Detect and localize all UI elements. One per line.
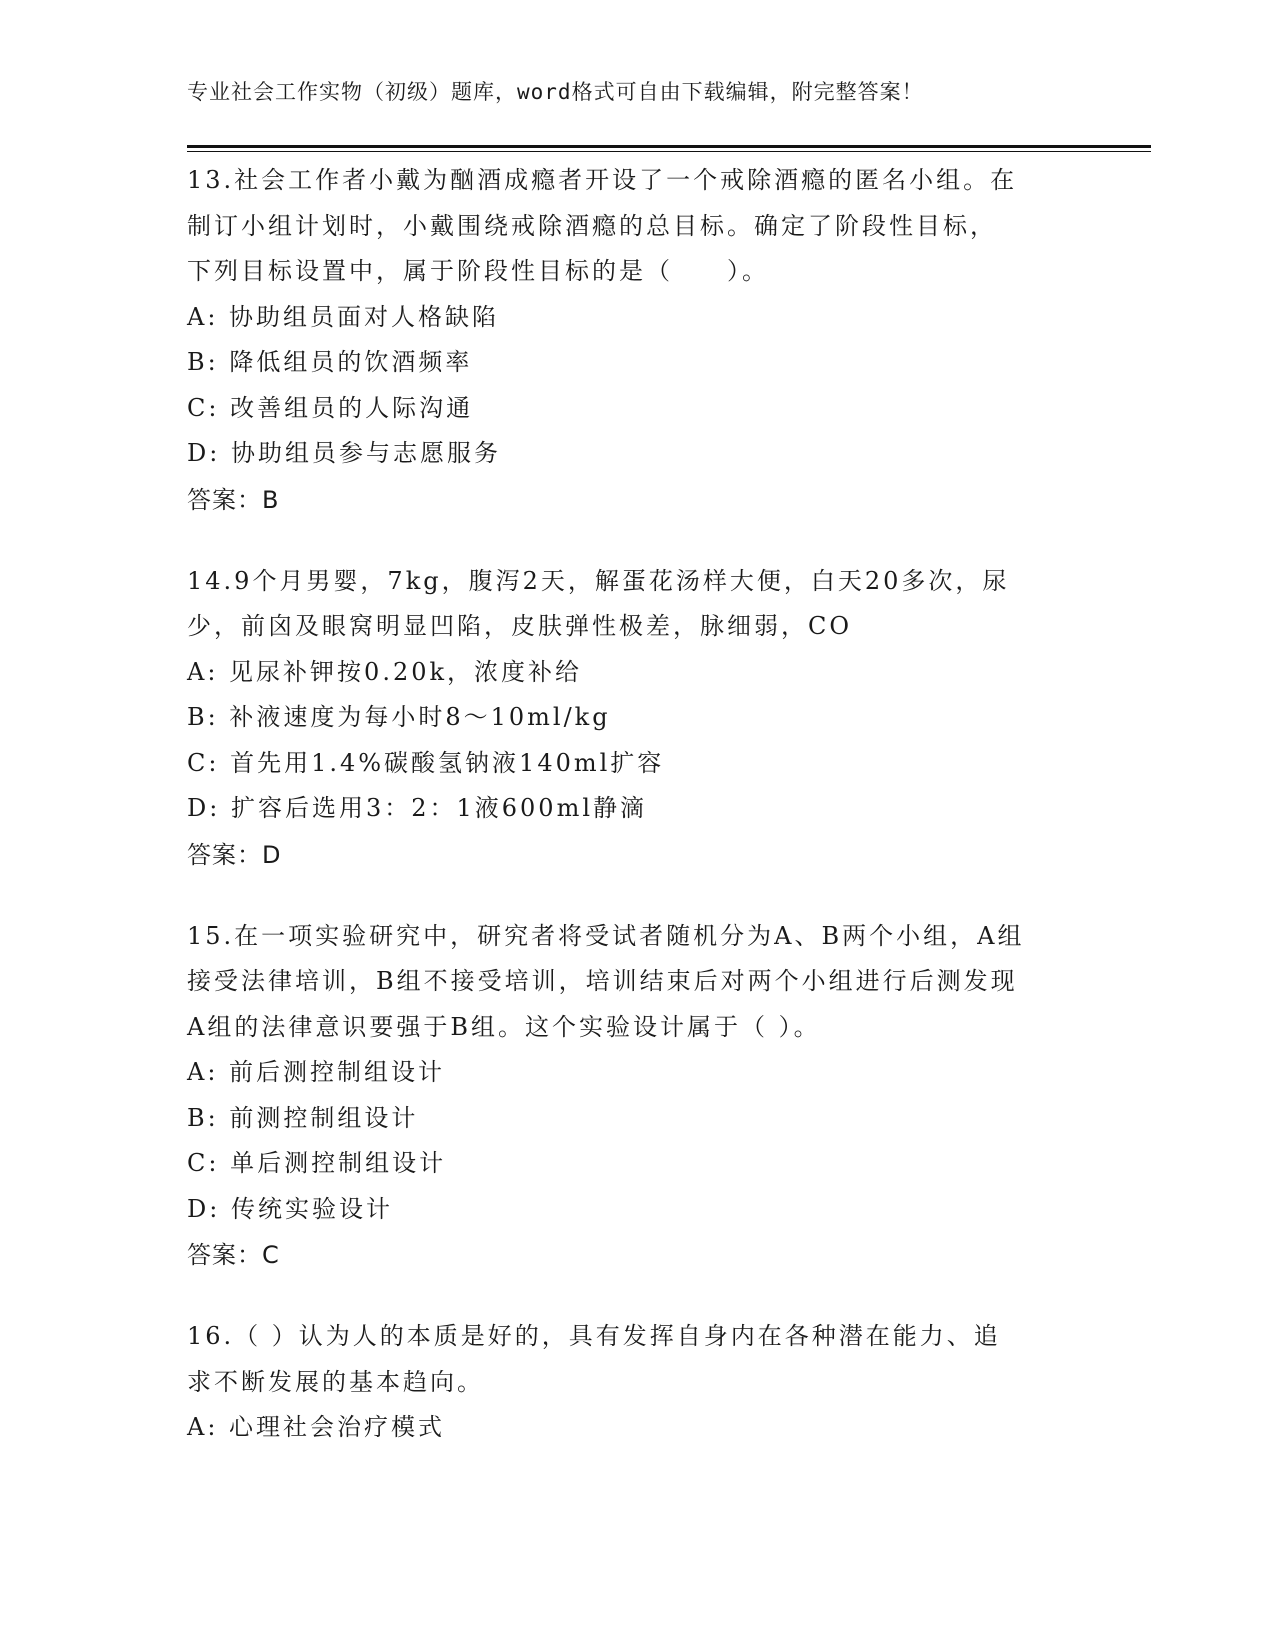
question-stem-line: A组的法律意识要强于B组。这个实验设计属于（ ）。: [187, 1012, 821, 1041]
header-rule-thin: [187, 151, 1151, 152]
answer: 答案：C: [187, 1241, 280, 1269]
question-list: [187, 158, 1087, 1487]
question-stem-line: 13.社会工作者小戴为酗酒成瘾者开设了一个戒除酒瘾的匿名小组。在: [187, 166, 1018, 194]
option-b: B: 前测控制组设计: [187, 1103, 419, 1132]
question-stem-line: 15.在一项实验研究中，研究者将受试者随机分为A、B两个小组，A组: [187, 921, 1025, 950]
option-a: A: 协助组员面对人格缺陷: [187, 302, 500, 331]
option-b: B: 补液速度为每小时8～10ml/kg: [187, 703, 611, 731]
question-13: [187, 158, 1087, 523]
option-c: C: 单后测控制组设计: [187, 1149, 447, 1177]
option-d: D: 传统实验设计: [187, 1194, 393, 1223]
question-stem-line: 接受法律培训，B组不接受培训，培训结束后对两个小组进行后测发现: [187, 967, 1018, 995]
question-stem-line: 下列目标设置中，属于阶段性目标的是（ ）。: [187, 257, 769, 285]
page-header: 专业社会工作实物（初级）题库，word格式可自由下载编辑，附完整答案！: [187, 80, 924, 104]
option-a: A: 前后测控制组设计: [187, 1058, 446, 1086]
option-a: A: 见尿补钾按0.20k，浓度补给: [187, 657, 583, 686]
option-a: A: 心理社会治疗模式: [187, 1413, 446, 1441]
question-16: [187, 1314, 1087, 1451]
option-d: D: 协助组员参与志愿服务: [187, 439, 501, 467]
question-14: [187, 559, 1087, 878]
question-stem-line: 少，前囟及眼窝明显凹陷，皮肤弹性极差，脉细弱，CO: [187, 612, 853, 640]
option-b: B: 降低组员的饮酒频率: [187, 348, 473, 376]
answer: 答案：B: [187, 485, 280, 514]
question-15: [187, 914, 1087, 1279]
option-c: C: 首先用1.4%碳酸氢钠液140ml扩容: [187, 748, 665, 777]
question-stem-line: 制订小组计划时，小戴围绕戒除酒瘾的总目标。确定了阶段性目标，: [187, 211, 997, 240]
answer: 答案：D: [187, 840, 282, 869]
option-d: D: 扩容后选用3：2：1液600ml静滴: [187, 794, 648, 822]
question-stem-line: 16.（ ）认为人的本质是好的，具有发挥自身内在各种潜在能力、追: [187, 1322, 1001, 1350]
header-rule-thick: [187, 145, 1151, 148]
question-stem-line: 求不断发展的基本趋向。: [187, 1367, 484, 1396]
question-stem-line: 14.9个月男婴，7kg，腹泻2天，解蛋花汤样大便，白天20多次，尿: [187, 566, 1010, 595]
option-c: C: 改善组员的人际沟通: [187, 393, 474, 422]
